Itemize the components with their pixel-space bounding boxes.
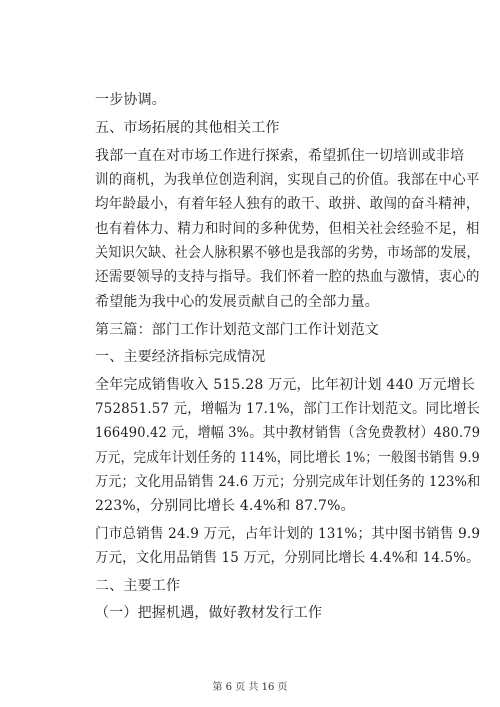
paragraph-line: 752851.57 元，增幅为 17.1%，部门工作计划范文。同比增长 — [95, 401, 481, 417]
paragraph-line: 训的商机，为我单位创造利润，实现自己的价值。我部在中心平 — [95, 172, 480, 188]
paragraph-line: 万元，文化用品销售 15 万元，分别同比增长 4.4%和 14.5%。 — [95, 550, 480, 566]
paragraph-line: 门市总销售 24.9 万元，占年计划的 131%；其中图书销售 9.9 — [95, 526, 481, 542]
subsection-heading: （一）把握机遇，做好教材发行工作 — [95, 605, 323, 621]
section-heading: 一、主要经济指标完成情况 — [95, 349, 266, 365]
paragraph-line: 223%，分别同比增长 4.4%和 87.7%。 — [95, 498, 355, 514]
section-heading: 五、市场拓展的其他相关工作 — [95, 120, 280, 136]
section-heading: 二、主要工作 — [95, 578, 181, 594]
body-text-line: 一步协调。 — [95, 92, 166, 108]
paragraph-line: 万元；文化用品销售 24.6 万元；分别完成年计划任务的 123%和 — [95, 474, 481, 490]
paragraph-line: 均年龄最小，有着年轻人独有的敢干、敢拼、敢闯的奋斗精神， — [95, 196, 480, 212]
paragraph-line: 万元，完成年计划任务的 114%，同比增长 1%；一般图书销售 9.9 — [95, 450, 480, 466]
paragraph-line: 我部一直在对市场工作进行探索，希望抓住一切培训或非培 — [95, 148, 465, 164]
paragraph-line: 还需要领导的支持与指导。我们怀着一腔的热血与激情，衷心的 — [95, 269, 480, 285]
paragraph-line: 关知识欠缺、社会人脉积累不够也是我部的劣势，市场部的发展， — [95, 245, 480, 261]
paragraph-line: 全年完成销售收入 515.28 万元，比年初计划 440 万元增长 — [95, 377, 476, 393]
paragraph-line: 也有着体力、精力和时间的多种优势，但相关社会经验不足，相 — [95, 221, 480, 237]
paragraph-line: 166490.42 元，增幅 3%。其中教材销售（含免费教材）480.79 — [95, 425, 481, 441]
article-title: 第三篇：部门工作计划范文部门工作计划范文 — [95, 322, 379, 338]
page-footer: 第 6 页 共 16 页 — [212, 682, 288, 693]
paragraph-line: 希望能为我中心的发展贡献自己的全部力量。 — [95, 294, 379, 310]
